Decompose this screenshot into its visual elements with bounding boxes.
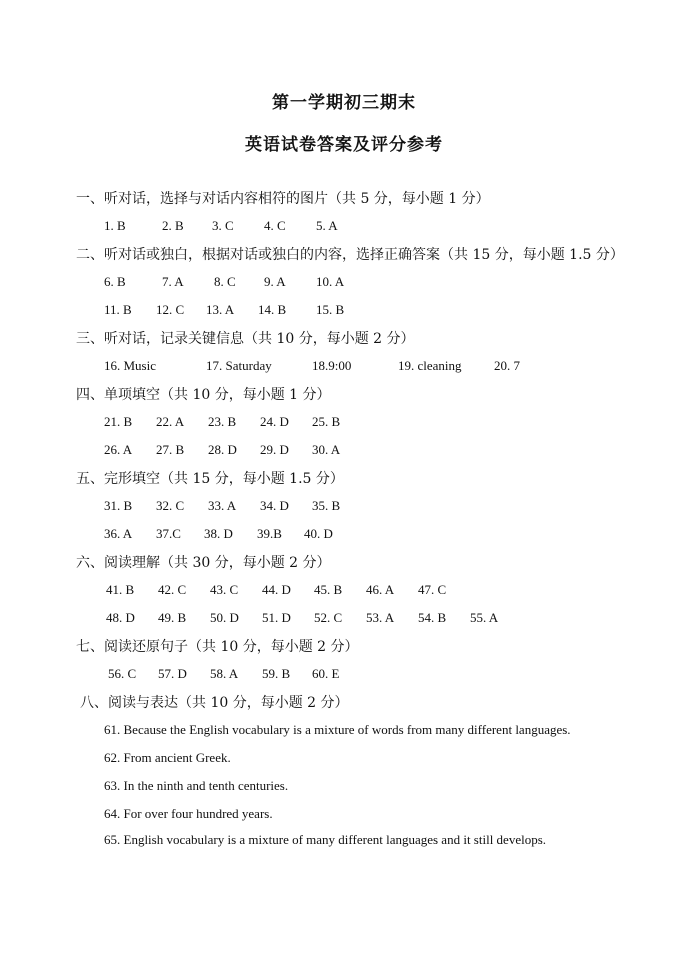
- answer-item: 54. B: [418, 610, 447, 625]
- answer-item: 30. A: [312, 442, 341, 457]
- answer-item: 43. C: [210, 582, 239, 597]
- section-1-heading: 一、听对话，选择与对话内容相符的图片（共 5 分，每小题 1 分）: [76, 191, 490, 207]
- answer-item: 31. B: [104, 498, 133, 513]
- answer-item: 9. A: [264, 274, 286, 289]
- document-title: 第一学期初三期末: [272, 93, 416, 113]
- answer-item: 29. D: [260, 442, 289, 457]
- answer-item: 40. D: [304, 526, 333, 541]
- answer-item: 4. C: [264, 218, 286, 233]
- section-4-heading: 四、单项填空（共 10 分，每小题 1 分）: [76, 387, 331, 403]
- answer-sentence: 64. For over four hundred years.: [104, 806, 273, 821]
- answer-item: 19. cleaning: [398, 358, 462, 373]
- answer-item: 2. B: [162, 218, 184, 233]
- answer-item: 17. Saturday: [206, 358, 272, 373]
- answer-item: 51. D: [262, 610, 291, 625]
- section-5-heading: 五、完形填空（共 15 分，每小题 1.5 分）: [76, 471, 344, 487]
- answer-item: 27. B: [156, 442, 185, 457]
- answer-item: 35. B: [312, 498, 341, 513]
- answer-item: 8. C: [214, 274, 236, 289]
- section-7-heading: 七、阅读还原句子（共 10 分，每小题 2 分）: [76, 639, 359, 655]
- answer-item: 52. C: [314, 610, 343, 625]
- answer-item: 55. A: [470, 610, 499, 625]
- answer-item: 10. A: [316, 274, 345, 289]
- answer-item: 1. B: [104, 218, 126, 233]
- answer-item: 28. D: [208, 442, 237, 457]
- answer-item: 26. A: [104, 442, 133, 457]
- answer-item: 16. Music: [104, 358, 156, 373]
- answer-item: 37.C: [156, 526, 181, 541]
- answer-item: 42. C: [158, 582, 187, 597]
- section-3-heading: 三、听对话，记录关键信息（共 10 分，每小题 2 分）: [76, 331, 415, 347]
- answer-item: 39.B: [257, 526, 282, 541]
- answer-item: 22. A: [156, 414, 185, 429]
- document-subtitle: 英语试卷答案及评分参考: [245, 135, 443, 155]
- answer-item: 20. 7: [494, 358, 520, 373]
- answer-item: 58. A: [210, 666, 239, 681]
- answer-sentence: 63. In the ninth and tenth centuries.: [104, 778, 289, 793]
- answer-item: 33. A: [208, 498, 237, 513]
- answer-item: 5. A: [316, 218, 338, 233]
- answer-item: 53. A: [366, 610, 395, 625]
- answer-item: 14. B: [258, 302, 287, 317]
- answer-item: 32. C: [156, 498, 185, 513]
- answer-item: 41. B: [106, 582, 135, 597]
- answer-item: 49. B: [158, 610, 187, 625]
- answer-item: 23. B: [208, 414, 237, 429]
- answer-item: 3. C: [212, 218, 234, 233]
- answer-item: 12. C: [156, 302, 185, 317]
- answer-item: 46. A: [366, 582, 395, 597]
- answer-item: 56. C: [108, 666, 137, 681]
- answer-sentence: 62. From ancient Greek.: [104, 750, 231, 765]
- answer-item: 60. E: [312, 666, 340, 681]
- answer-item: 38. D: [204, 526, 233, 541]
- section-8-heading: 八、阅读与表达（共 10 分，每小题 2 分）: [80, 695, 349, 711]
- answer-item: 11. B: [104, 302, 132, 317]
- answer-item: 44. D: [262, 582, 291, 597]
- answer-item: 6. B: [104, 274, 126, 289]
- answer-item: 13. A: [206, 302, 235, 317]
- section-2-heading: 二、听对话或独白，根据对话或独白的内容，选择正确答案（共 15 分，每小题 1.5 分）: [76, 247, 624, 263]
- answer-item: 7. A: [162, 274, 184, 289]
- answer-item: 24. D: [260, 414, 289, 429]
- answer-item: 25. B: [312, 414, 341, 429]
- answer-item: 21. B: [104, 414, 133, 429]
- answer-sentence: 61. Because the English vocabulary is a mixture of words from many different languages.: [104, 722, 571, 737]
- answer-item: 48. D: [106, 610, 135, 625]
- answer-item: 50. D: [210, 610, 239, 625]
- answer-item: 47. C: [418, 582, 447, 597]
- answer-item: 34. D: [260, 498, 289, 513]
- answer-item: 59. B: [262, 666, 291, 681]
- answer-item: 45. B: [314, 582, 343, 597]
- answer-item: 18.9:00: [312, 358, 352, 373]
- answer-item: 15. B: [316, 302, 345, 317]
- answer-item: 57. D: [158, 666, 187, 681]
- answer-sentence: 65. English vocabulary is a mixture of many different languages and it still develops.: [104, 832, 547, 847]
- section-6-heading: 六、阅读理解（共 30 分，每小题 2 分）: [76, 555, 331, 571]
- answer-item: 36. A: [104, 526, 133, 541]
